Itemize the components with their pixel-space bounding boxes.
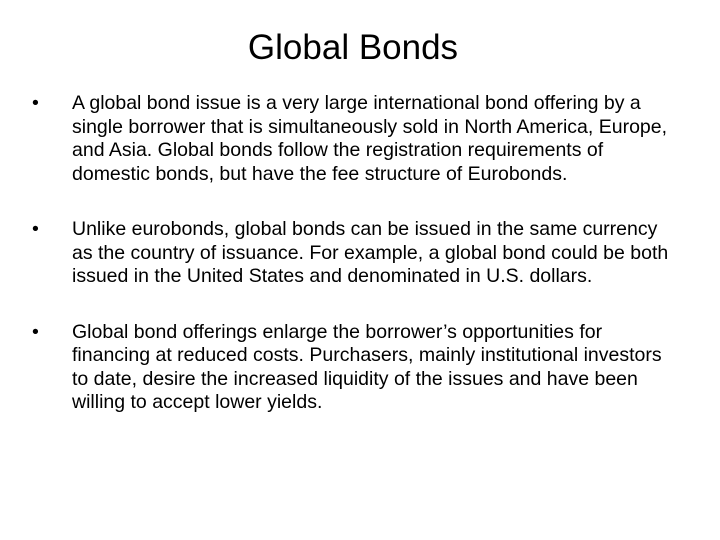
bullet-item [32,92,682,186]
bullet-item [32,218,682,289]
bullet-glyph: • [32,218,39,240]
bullet-item [32,321,682,415]
bullet-glyph: • [32,320,39,343]
bullet-list [32,92,682,447]
slide-title: Global Bonds [247,28,459,67]
bullet-glyph: • [32,92,39,114]
bullet-text: Unlike eurobonds, global bonds can be issued in the same currency as the country of issuance. For example, a global bond could be both issued in the United States and denominated in U.S. dollars. [72,218,669,287]
bullet-text: Global bond offerings enlarge the borrower’s opportunities for financing at reduced costs. Purchasers, mainly institutional investors to date, desire the increased liquidity of the issues and have been willing to accept lower yields. [72,320,662,413]
bullet-text: A global bond issue is a very large international bond offering by a single borrower that is simultaneously sold in North America, Europe, and Asia. Global bonds follow the registration requirements of domestic bonds, but have the fee structure of Eurobonds. [72,92,668,185]
